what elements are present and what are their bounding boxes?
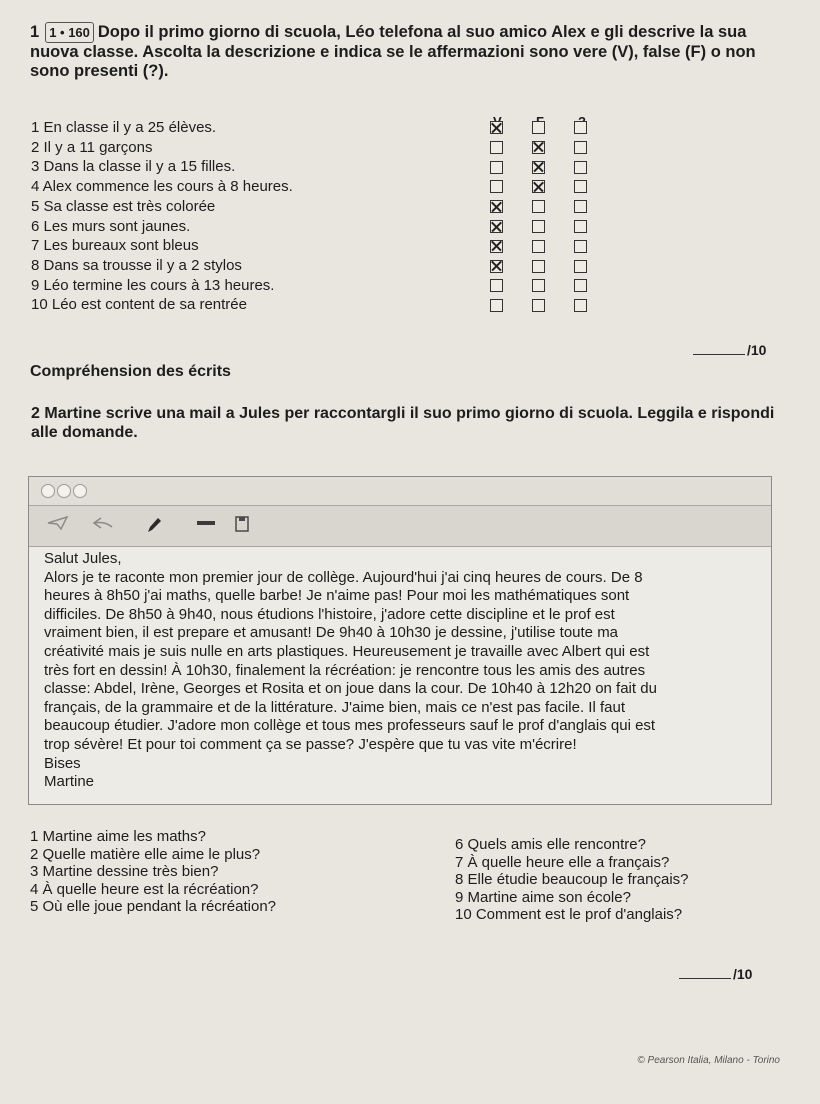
email-line: beaucoup étudier. J'adore mon collège et tous mes professeurs sauf le prof d'anglais qui est xyxy=(44,717,656,735)
email-window xyxy=(28,476,772,805)
answer-checkbox-true[interactable] xyxy=(490,161,503,174)
answer-checkbox-unknown[interactable] xyxy=(574,200,587,213)
email-line: Salut Jules, xyxy=(44,550,122,567)
question-item: 5 Où elle joue pendant la récréation? xyxy=(30,898,277,915)
answer-checkbox-false[interactable] xyxy=(532,299,545,312)
pen-icon[interactable] xyxy=(144,515,164,540)
email-line: Martine xyxy=(44,773,95,791)
attachment-icon[interactable] xyxy=(234,515,250,538)
answer-checkbox-unknown[interactable] xyxy=(574,180,587,193)
answer-checkbox-unknown[interactable] xyxy=(574,279,587,292)
questions-right-column xyxy=(455,836,689,924)
statement-item: 10 Léo est content de sa rentrée xyxy=(31,296,247,314)
answer-checkbox-false[interactable] xyxy=(532,260,545,273)
email-line: difficiles. De 8h50 à 9h40, nous étudions l'histoire, j'adore cette discipline et le prof est xyxy=(44,605,615,623)
email-titlebar xyxy=(29,477,771,506)
exercise1-instructions xyxy=(30,22,790,81)
answer-checkbox-true[interactable] xyxy=(490,240,503,253)
answer-checkbox-true[interactable] xyxy=(490,299,503,312)
statement-item: 8 Dans sa trousse il y a 2 stylos xyxy=(31,256,242,274)
question-item: 1 Martine aime les maths? xyxy=(30,828,206,845)
send-icon[interactable] xyxy=(47,515,69,536)
email-line: français, de la grammaire et de la littérature. J'aime bien, mais ce n'est pas facile. Il faut xyxy=(44,698,625,716)
reply-icon[interactable] xyxy=(91,515,115,536)
answer-checkbox-true[interactable] xyxy=(490,260,503,273)
answer-checkbox-false[interactable] xyxy=(532,200,545,213)
answer-checkbox-unknown[interactable] xyxy=(574,240,587,253)
statement-item: 3 Dans la classe il y a 15 filles. xyxy=(31,158,236,176)
trash-icon[interactable] xyxy=(195,515,217,534)
question-item: 7 À quelle heure elle a français? xyxy=(455,853,670,871)
email-line: vraiment bien, il est prepare et amusant! De 9h40 à 10h30 je dessine, j'utilise toute ma xyxy=(44,624,619,642)
email-line: très fort en dessin! À 10h30, finalement la récréation: je rencontre tous les amis des autres xyxy=(44,661,646,679)
email-line: heures à 8h50 j'ai maths, quelle barbe! Je n'aime pas! Pour moi les mathématiques sont xyxy=(44,587,630,605)
answer-checkbox-unknown[interactable] xyxy=(574,220,587,233)
question-item: 10 Comment est le prof d'anglais? xyxy=(455,906,683,923)
email-toolbar xyxy=(29,506,771,547)
answer-checkbox-unknown[interactable] xyxy=(574,161,587,174)
statement-item: 2 Il y a 11 garçons xyxy=(31,138,153,156)
answer-checkbox-true[interactable] xyxy=(490,220,503,233)
answer-checkbox-unknown[interactable] xyxy=(574,121,587,134)
audio-track-badge: 1 • 160 xyxy=(45,22,94,43)
answer-checkbox-true[interactable] xyxy=(490,121,503,134)
answer-checkbox-false[interactable] xyxy=(532,279,545,292)
statement-item: 1 En classe il y a 25 élèves. xyxy=(31,119,217,136)
exercise2-number: 2 xyxy=(31,405,40,422)
exercise1-score: /10 xyxy=(693,342,766,358)
statement-item: 7 Les bureaux sont bleus xyxy=(31,237,199,255)
email-line: Alors je te raconte mon premier jour de collège. Aujourd'hui j'ai cinq heures de cours. De 8 xyxy=(44,568,643,586)
window-zoom-button[interactable] xyxy=(73,484,87,498)
statement-item: 4 Alex commence les cours à 8 heures. xyxy=(31,178,293,196)
answer-checkbox-false[interactable] xyxy=(532,161,545,174)
question-item: 2 Quelle matière elle aime le plus? xyxy=(30,845,261,863)
copyright-footer: © Pearson Italia, Milano - Torino xyxy=(637,1055,780,1066)
exercise2-score: /10 xyxy=(679,966,752,982)
exercise1-instructions-text: Dopo il primo giorno di scuola, Léo telefona al suo amico Alex e gli descrive la sua nuova classe. Ascolta la descrizione e indica se le affermazioni sono vere (V), false (F) o non sono presenti (?). xyxy=(30,23,756,80)
answer-checkbox-true[interactable] xyxy=(490,180,503,193)
exercise2-instructions-text: Martine scrive una mail a Jules per raccontargli il suo primo giorno di scuola. Leggila e rispondi alle domande. xyxy=(31,405,775,441)
question-item: 9 Martine aime son école? xyxy=(455,888,631,906)
statements-list xyxy=(31,118,451,315)
window-minimize-button[interactable] xyxy=(57,484,71,498)
email-line: créativité mais je suis nulle en arts plastiques. Heureusement je travaille avec Albert qui est xyxy=(44,642,650,660)
statement-item: 5 Sa classe est très colorée xyxy=(31,197,216,215)
email-body xyxy=(29,547,771,792)
answer-checkbox-false[interactable] xyxy=(532,180,545,193)
questions-left-column xyxy=(30,828,276,916)
section-title: Compréhension des écrits xyxy=(30,363,231,380)
answer-checkbox-false[interactable] xyxy=(532,220,545,233)
answer-checkbox-true[interactable] xyxy=(490,141,503,154)
question-item: 8 Elle étudie beaucoup le français? xyxy=(455,871,689,888)
statement-item: 9 Léo termine les cours à 13 heures. xyxy=(31,276,275,294)
statement-item: 6 Les murs sont jaunes. xyxy=(31,217,191,235)
exercise2-instructions xyxy=(31,404,781,442)
question-item: 6 Quels amis elle rencontre? xyxy=(455,836,646,853)
answer-checkbox-unknown[interactable] xyxy=(574,299,587,312)
answer-checkbox-false[interactable] xyxy=(532,240,545,253)
answer-checkbox-true[interactable] xyxy=(490,279,503,292)
question-item: 4 À quelle heure est la récréation? xyxy=(30,880,259,898)
answer-checkbox-false[interactable] xyxy=(532,141,545,154)
email-line: Bises xyxy=(44,754,81,772)
email-line: classe: Abdel, Irène, Georges et Rosita et on joue dans la cour. De 10h40 à 12h20 on fait du xyxy=(44,680,657,698)
window-close-button[interactable] xyxy=(41,484,55,498)
answer-checkbox-unknown[interactable] xyxy=(574,141,587,154)
email-line: trop sévère! Et pour toi comment ça se passe? J'espère que tu vas vite m'écrire! xyxy=(44,735,577,753)
question-item: 3 Martine dessine très bien? xyxy=(30,863,219,880)
answer-checkbox-false[interactable] xyxy=(532,121,545,134)
answer-checkbox-true[interactable] xyxy=(490,200,503,213)
answer-checkbox-unknown[interactable] xyxy=(574,260,587,273)
exercise1-number: 1 xyxy=(30,23,40,41)
